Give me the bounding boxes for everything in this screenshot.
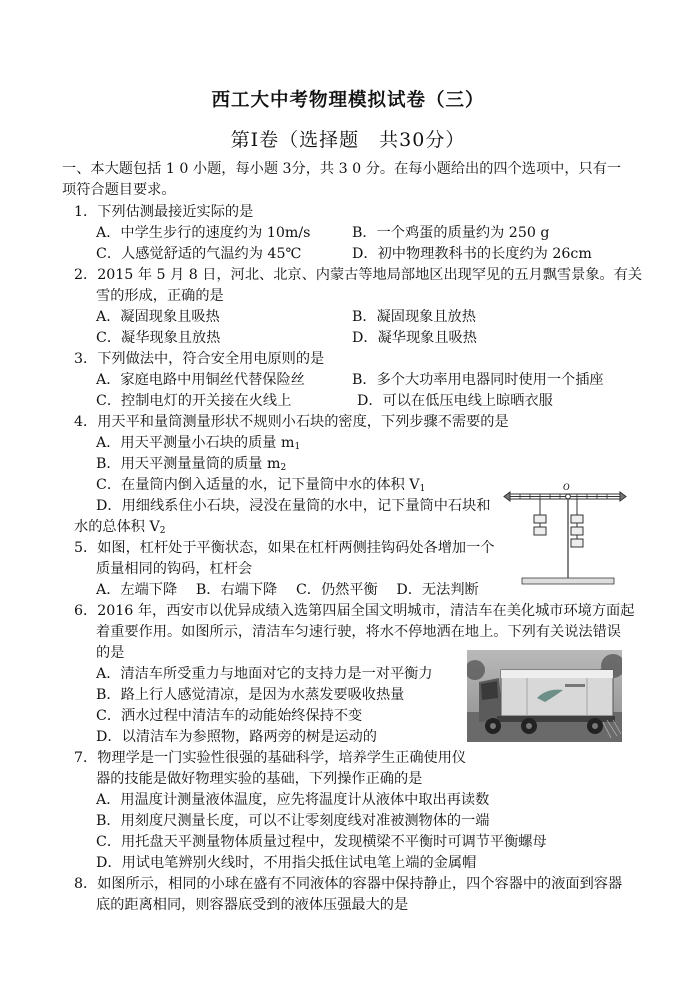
q5-stem-line2: 质量相同的钩码，杠杆会 bbox=[96, 561, 253, 577]
left-weights bbox=[534, 499, 546, 535]
right-weights bbox=[571, 499, 583, 547]
pivot-label: O bbox=[563, 482, 570, 492]
q4-stem: 4．用天平和量筒测量形状不规则小石块的密度，下列步骤不需要的是 bbox=[74, 414, 509, 430]
q6-option-d: D．以清洁车为参照物，路两旁的树是运动的 bbox=[96, 729, 377, 745]
q5-stem-line1: 5．如图，杠杆处于平衡状态，如果在杠杆两侧挂钩码处各增加一个 bbox=[74, 540, 495, 556]
q1-option-d: D．初中物理教科书的长度约为 26cm bbox=[352, 246, 592, 262]
q2-stem-line2: 雪的形成，正确的是 bbox=[96, 288, 224, 304]
q3-option-b: B．多个大功率用电器同时使用一个插座 bbox=[352, 372, 604, 388]
q8-stem-line1: 8．如图所示，相同的小球在盛有不同液体的容器中保持静止，四个容器中的液面到容器 bbox=[74, 876, 623, 892]
q6-stem-line3: 的是 bbox=[96, 645, 125, 661]
q1-option-c: C．人感觉舒适的气温约为 45℃ bbox=[96, 246, 302, 262]
q1-stem: 1．下列估测最接近实际的是 bbox=[74, 204, 254, 220]
q2-option-d: D．凝华现象且吸热 bbox=[352, 330, 477, 346]
pivot-point bbox=[566, 494, 571, 499]
q7-option-c: C．用托盘天平测量物体质量过程中，发现横梁不平衡时可调节平衡螺母 bbox=[96, 834, 547, 850]
q6-option-c: C．洒水过程中清洁车的动能始终保持不变 bbox=[96, 708, 363, 724]
section-instructions-line2: 项符合题目要求。 bbox=[62, 182, 176, 198]
exam-title: 西工大中考物理模拟试卷（三） bbox=[211, 90, 485, 111]
q3-option-c: C．控制电灯的开关接在火线上 bbox=[96, 393, 292, 409]
q3-option-d: D．可以在低压电线上晾晒衣服 bbox=[357, 393, 553, 409]
q7-stem-line1: 7．物理学是一门实验性很强的基础科学，培养学生正确使用仪 bbox=[74, 750, 467, 766]
lever-stand bbox=[522, 499, 614, 584]
q4-option-a: A．用天平测量小石块的质量 $m_1$ bbox=[96, 435, 301, 452]
q4-option-c: C．在量筒内倒入适量的水，记下量筒中水的体积 $V_1$ bbox=[96, 477, 426, 494]
q2-option-b: B．凝固现象且放热 bbox=[352, 309, 476, 325]
q4-option-d-line2: 水的总体积 $V_2$ bbox=[74, 519, 166, 536]
q1-option-b: B．一个鸡蛋的质量约为 250 g bbox=[352, 225, 550, 241]
section-subtitle: 第Ⅰ卷（选择题 共30分） bbox=[230, 129, 466, 151]
q6-option-b: B．路上行人感觉清凉，是因为水蒸发要吸收热量 bbox=[96, 687, 405, 703]
q7-option-b: B．用刻度尺测量长度，可以不让零刻度线对准被测物体的一端 bbox=[96, 813, 490, 829]
q2-stem-line1: 2．2015 年 5 月 8 日，河北、北京、内蒙古等地局部地区出现罕见的五月飘雪景象。有关 bbox=[74, 267, 643, 283]
q3-option-a: A．家庭电路中用铜丝代替保险丝 bbox=[96, 372, 305, 388]
cleaning-truck-photo bbox=[467, 650, 622, 742]
q5-options: A．左端下降 B．右端下降 C．仍然平衡 D．无法判断 bbox=[96, 582, 479, 598]
q7-stem-line2: 器的技能是做好物理实验的基础，下列操作正确的是 bbox=[96, 771, 423, 787]
section-instructions-line1: 一、本大题包括 1 0 小题，每小题 3分，共 3 0 分。在每小题给出的四个选项中，只有一 bbox=[62, 161, 622, 177]
q4-option-b: B．用天平测量量筒的质量 $m_2$ bbox=[96, 456, 287, 473]
q6-stem-line2: 着重要作用。如图所示，清洁车匀速行驶，将水不停地洒在地上。下列有关说法错误 bbox=[96, 624, 621, 640]
q3-stem: 3．下列做法中，符合安全用电原则的是 bbox=[74, 351, 325, 367]
q6-stem-line1: 6．2016 年，西安市以优异成绩入选第四届全国文明城市，清洁车在美化城市环境方面起 bbox=[74, 603, 635, 619]
q1-option-a: A．中学生步行的速度约为 10m/s bbox=[96, 225, 311, 241]
q6-option-a: A．清洁车所受重力与地面对它的支持力是一对平衡力 bbox=[96, 666, 433, 682]
lever-figure bbox=[502, 478, 630, 590]
q2-option-c: C．凝华现象且放热 bbox=[96, 330, 221, 346]
q8-stem-line2: 底的距离相同，则容器底受到的液体压强最大的是 bbox=[96, 897, 409, 913]
lever-beam bbox=[504, 492, 626, 501]
q7-option-d: D．用试电笔辨别火线时，不用指尖抵住试电笔上端的金属帽 bbox=[96, 855, 477, 871]
q2-option-a: A．凝固现象且吸热 bbox=[96, 309, 220, 325]
q7-option-a: A．用温度计测量液体温度，应先将温度计从液体中取出再读数 bbox=[96, 792, 490, 808]
q4-option-d-line1: D．用细线系住小石块，浸没在量筒的水中，记下量筒中石块和 bbox=[96, 498, 491, 514]
